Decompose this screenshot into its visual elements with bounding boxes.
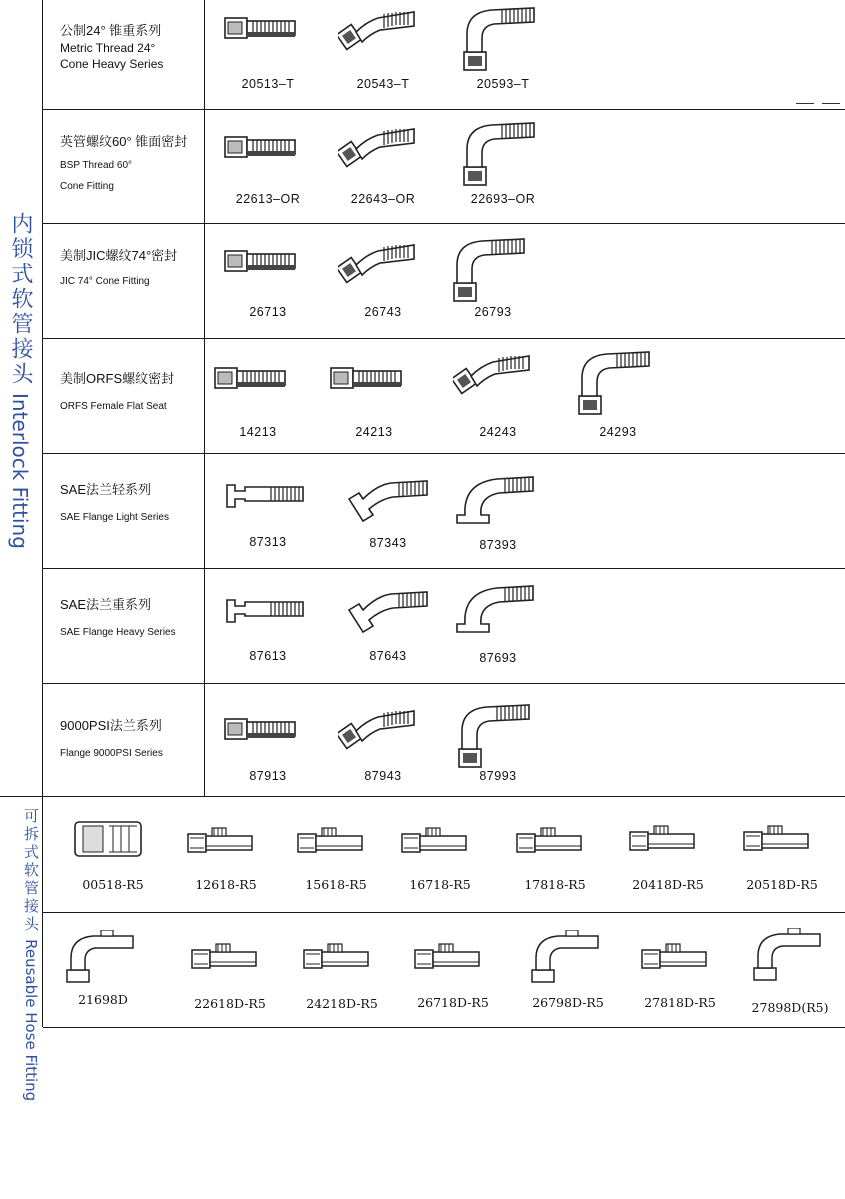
part-code: 87693 [479, 651, 517, 665]
category-en-1: SAE Flange Heavy Series [60, 626, 176, 638]
flange-straight-fitting-icon [223, 592, 313, 632]
interlock-label-en: Interlock Fitting [8, 393, 32, 549]
straight-fitting-icon [223, 713, 313, 753]
category-en-1: JIC 74° Cone Fitting [60, 275, 150, 287]
part-code: 87913 [249, 769, 287, 783]
category-en-1: Flange 9000PSI Series [60, 747, 163, 759]
part-code: 20418D-R5 [632, 877, 704, 892]
category-label [60, 481, 169, 524]
reusable-fitting-icon [515, 824, 595, 864]
fitting-item [287, 940, 397, 1012]
fitting-item [448, 119, 558, 216]
interlock-row-jic-74 [43, 223, 845, 338]
fitting-item [443, 582, 553, 677]
fitting-item [213, 477, 323, 562]
part-code: 27898D(R5) [751, 1000, 829, 1015]
fitting-item [385, 824, 495, 896]
part-code: 24218D-R5 [306, 996, 378, 1011]
part-code: 20513–T [241, 77, 295, 91]
45-degree-fitting-icon [338, 6, 428, 56]
fitting-item [319, 362, 429, 447]
45-degree-fitting-icon [338, 123, 428, 173]
fitting-item [281, 824, 391, 896]
fitting-item [328, 705, 438, 792]
fitting-item [328, 123, 438, 216]
category-en-1: ORFS Female Flat Seat [60, 400, 167, 412]
category-en-1: Metric Thread 24° [60, 40, 156, 55]
reusable-side-label [0, 808, 42, 1101]
part-code: 27818D-R5 [644, 995, 716, 1010]
fitting-item [625, 940, 735, 1012]
reusable-row-2 [43, 912, 845, 1027]
part-code: 20593–T [476, 77, 530, 91]
fitting-item [48, 930, 158, 1010]
fitting-item [443, 473, 553, 562]
part-code: 12618-R5 [195, 877, 257, 892]
flange-straight-fitting-icon [223, 477, 313, 517]
interlock-row-bsp-60 [43, 109, 845, 223]
fitting-item [500, 824, 610, 896]
category-label [60, 22, 163, 72]
reusable-row-1 [43, 796, 845, 912]
category-en-2: Cone Fitting [60, 181, 114, 193]
category-zh: SAE法兰轻系列 [60, 482, 152, 497]
bottom-border-line [43, 1027, 845, 1028]
reusable-90-degree-fitting-icon [528, 930, 608, 985]
fitting-item [333, 475, 443, 562]
category-label [60, 596, 176, 639]
reusable-fitting-icon [186, 824, 266, 864]
category-zh: 英管螺纹60° 锥面密封 [60, 134, 188, 149]
flange-90-degree-fitting-icon [453, 582, 543, 642]
part-code: 87613 [249, 649, 287, 663]
straight-fitting-icon [223, 245, 313, 285]
fitting-item [213, 592, 323, 677]
fitting-item [513, 930, 623, 1012]
interlock-side-label [6, 212, 36, 549]
part-code: 24243 [479, 425, 517, 439]
part-code: 22693–OR [470, 192, 536, 206]
fitting-item [58, 816, 168, 896]
part-code: 87643 [369, 649, 407, 663]
part-code: 14213 [239, 425, 277, 439]
90-degree-fitting-icon [458, 119, 548, 189]
category-label [60, 247, 177, 288]
fitting-item [213, 131, 323, 216]
part-code: 26793 [474, 305, 512, 319]
reusable-fitting-icon [400, 824, 480, 864]
45-degree-fitting-icon [338, 705, 428, 755]
straight-fitting-icon [223, 12, 313, 52]
interlock-label-zh: 内锁式软管接头 [8, 212, 33, 387]
fitting-item [203, 362, 313, 447]
90-degree-fitting-icon [573, 348, 663, 418]
reusable-fitting-icon [640, 940, 720, 980]
part-code: 87393 [479, 538, 517, 552]
part-code: 87993 [479, 769, 517, 783]
interlock-row-orfs [43, 338, 845, 453]
fitting-item [328, 6, 438, 102]
reusable-fitting-icon [190, 940, 270, 980]
straight-fitting-icon [223, 131, 313, 171]
reusable-fitting-icon [628, 822, 708, 862]
fitting-item [438, 235, 548, 330]
part-code: 87313 [249, 535, 287, 549]
category-zh: 9000PSI法兰系列 [60, 718, 162, 733]
fitting-item [213, 245, 323, 330]
reusable-fitting-icon [302, 940, 382, 980]
category-zh: SAE法兰重系列 [60, 597, 152, 612]
fitting-item [563, 348, 673, 447]
category-zh: 公制24° 锥重系列 [60, 23, 162, 38]
fitting-item [171, 824, 281, 896]
fitting-item [213, 12, 323, 102]
reusable-90-degree-fitting-icon [63, 930, 143, 985]
reusable-label-zh: 可拆式软管接头 [22, 808, 40, 934]
fitting-item [727, 822, 837, 896]
fitting-item [443, 701, 553, 792]
90-degree-fitting-icon [453, 701, 543, 771]
category-zh: 美制JIC螺纹74°密封 [60, 248, 178, 263]
part-code: 15618-R5 [305, 877, 367, 892]
part-code: 16718-R5 [409, 877, 471, 892]
reusable-fitting-icon [413, 940, 493, 980]
reusable-label-en: Reusable Hose Fitting [22, 939, 40, 1102]
interlock-row-metric-24 [43, 0, 845, 109]
fitting-item [175, 940, 285, 1012]
part-code: 26718D-R5 [417, 995, 489, 1010]
fitting-item [333, 586, 443, 677]
category-label [60, 717, 163, 760]
reusable-fitting-icon [296, 824, 376, 864]
fitting-item [613, 822, 723, 896]
socket-fitting-icon [73, 816, 153, 866]
fitting-item [398, 940, 508, 1012]
90-degree-fitting-icon [458, 4, 548, 74]
part-code: 22618D-R5 [194, 996, 266, 1011]
part-code: 17818-R5 [524, 877, 586, 892]
part-code: 87343 [369, 536, 407, 550]
fitting-item [443, 350, 553, 447]
flange-45-degree-fitting-icon [343, 475, 433, 525]
category-en-2: Cone Heavy Series [60, 56, 164, 71]
category-zh: 美制ORFS螺纹密封 [60, 371, 175, 386]
fitting-item [213, 713, 323, 792]
part-code: 20543–T [356, 77, 410, 91]
straight-fitting-icon [329, 362, 419, 402]
interlock-row-sae-light [43, 453, 845, 568]
flange-45-degree-fitting-icon [343, 586, 433, 636]
part-code: 22643–OR [350, 192, 416, 206]
interlock-row-9000psi [43, 683, 845, 796]
flange-90-degree-fitting-icon [453, 473, 543, 533]
45-degree-fitting-icon [338, 239, 428, 289]
part-code: 00518-R5 [82, 877, 144, 892]
reusable-fitting-icon [742, 822, 822, 862]
45-degree-fitting-icon [453, 350, 543, 400]
category-en-1: BSP Thread 60° [60, 159, 133, 171]
fitting-item [735, 928, 845, 1014]
part-code: 26713 [249, 305, 287, 319]
interlock-row-sae-heavy [43, 568, 845, 683]
part-code: 26798D-R5 [532, 995, 604, 1010]
category-label [60, 370, 174, 413]
90-degree-fitting-icon [448, 235, 538, 305]
category-en-1: SAE Flange Light Series [60, 511, 169, 523]
part-code: 26743 [364, 305, 402, 319]
part-code: 24213 [355, 425, 393, 439]
part-code: 20518D-R5 [746, 877, 818, 892]
category-label [60, 133, 187, 194]
part-code: 87943 [364, 769, 402, 783]
straight-fitting-icon [213, 362, 303, 402]
part-code: 21698D [78, 992, 128, 1007]
fitting-item [328, 239, 438, 330]
part-code: 22613–OR [235, 192, 301, 206]
fitting-item [448, 4, 558, 102]
reusable-90-degree-fitting-icon [750, 928, 830, 983]
part-code: 24293 [599, 425, 637, 439]
